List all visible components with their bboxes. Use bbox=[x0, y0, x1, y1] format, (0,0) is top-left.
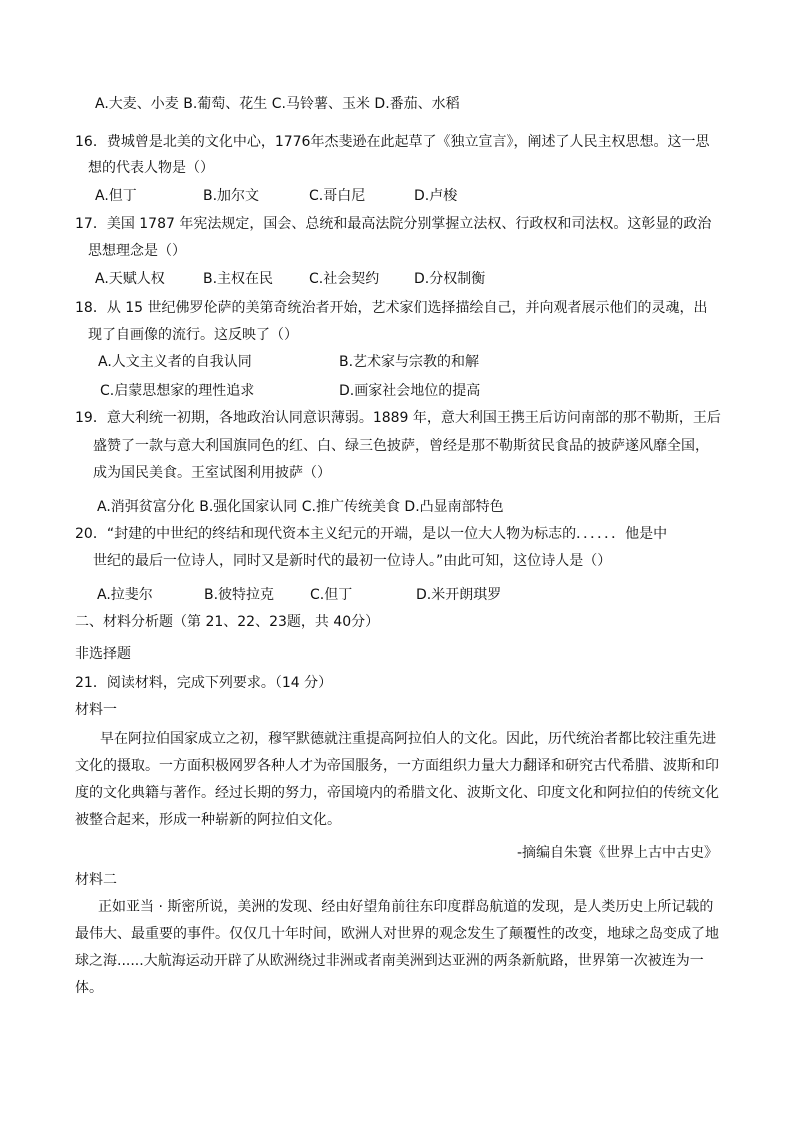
q19-stem-line3: 成为国民美食。王室试图利用披萨（） bbox=[93, 465, 331, 481]
q17-option-d: D.分权制衡 bbox=[414, 271, 486, 287]
q18-stem-line2: 现了自画像的流行。这反映了（） bbox=[88, 327, 298, 343]
q17-option-a: A.天赋人权 bbox=[95, 271, 165, 287]
material-1-line2: 文化的摄取。一方面积极网罗各种人才为帝国服务，一方面组织力量大力翻译和研究古代希腊、波斯和印 bbox=[75, 758, 719, 774]
q17-option-c: C.社会契约 bbox=[309, 271, 380, 287]
q19-stem-line1: 19．意大利统一初期，各地政治认同意识薄弱。1889 年，意大利国王携王后访问南部的那不勒斯，王后 bbox=[75, 410, 721, 426]
material-1-line4: 被整合起来，形成一种崭新的阿拉伯文化。 bbox=[75, 812, 341, 828]
material-2-label: 材料二 bbox=[75, 872, 117, 888]
q20-stem-line1: 20．“封建的中世纪的终结和现代资本主义纪元的开端，是以一位大人物为标志的．．．．．．他是中 bbox=[75, 526, 668, 542]
material-1-line3: 度的文化典籍与著作。经过长期的努力，帝国境内的希腊文化、波斯文化、印度文化和阿拉伯的传统文化 bbox=[75, 785, 719, 801]
material-2-line3: 球之海......大航海运动开辟了从欧洲绕过非洲或者南美洲到达亚洲的两条新航路，世界第一次被连为一 bbox=[75, 953, 704, 969]
q18-option-b: B.艺术家与宗教的和解 bbox=[339, 354, 480, 370]
q18-option-c: C.启蒙思想家的理性追求 bbox=[100, 383, 255, 399]
q21-title: 21．阅读材料，完成下列要求。（14 分） bbox=[75, 675, 333, 691]
q16-option-a: A.但丁 bbox=[95, 188, 137, 204]
q18-option-a: A.人文主义者的自我认同 bbox=[98, 354, 252, 370]
material-2-line4: 体。 bbox=[75, 980, 103, 996]
q17-stem-line2: 思想理念是（） bbox=[88, 243, 186, 259]
q20-option-a: A.拉斐尔 bbox=[97, 587, 153, 603]
material-1-source: -摘编自朱寰《世界上古中古史》 bbox=[516, 845, 718, 861]
q20-option-c: C.但丁 bbox=[310, 587, 353, 603]
q19-options: A.消弭贫富分化 B.强化国家认同 C.推广传统美食 D.凸显南部特色 bbox=[97, 499, 504, 515]
q20-option-b: B.彼特拉克 bbox=[204, 587, 275, 603]
q16-option-c: C.哥白尼 bbox=[309, 188, 366, 204]
q19-stem-line2: 盛赞了一款与意大利国旗同色的红、白、绿三色披萨，曾经是那不勒斯贫民食品的披萨遂风靡全国， bbox=[93, 438, 709, 454]
q16-option-b: B.加尔文 bbox=[203, 188, 260, 204]
material-1-line1: 早在阿拉伯国家成立之初，穆罕默德就注重提高阿拉伯人的文化。因此，历代统治者都比较注重先进 bbox=[100, 731, 716, 747]
q20-stem-line2: 世纪的最后一位诗人，同时又是新时代的最初一位诗人。”由此可知，这位诗人是（） bbox=[93, 553, 612, 569]
material-2-line2: 最伟大、最重要的事件。仅仅几十年时间，欧洲人对世界的观念发生了颠覆性的改变，地球之岛变成了地 bbox=[75, 926, 719, 942]
q16-stem-line1: 16．费城曾是北美的文化中心，1776年杰斐逊在此起草了《独立宣言》，阐述了人民主权思想。这一思 bbox=[75, 134, 710, 150]
section-subheading: 非选择题 bbox=[75, 646, 131, 662]
q18-stem-line1: 18．从 15 世纪佛罗伦萨的美第奇统治者开始，艺术家们选择描绘自己，并向观者展示他们的灵魂，出 bbox=[75, 300, 708, 316]
material-1-label: 材料一 bbox=[75, 702, 117, 718]
q16-option-d: D.卢梭 bbox=[414, 188, 458, 204]
q16-stem-line2: 想的代表人物是（） bbox=[88, 160, 214, 176]
section-heading: 二、材料分析题（第 21、22、23题，共 40分） bbox=[75, 614, 380, 630]
q18-option-d: D.画家社会地位的提高 bbox=[339, 383, 481, 399]
q15-options: A.大麦、小麦 B.葡萄、花生 C.马铃薯、玉米 D.番茄、水稻 bbox=[95, 96, 460, 112]
material-2-line1: 正如亚当 · 斯密所说，美洲的发现、经由好望角前往东印度群岛航道的发现，是人类历史上所记载的 bbox=[98, 899, 714, 915]
q17-option-b: B.主权在民 bbox=[203, 271, 274, 287]
q17-stem-line1: 17．美国 1787 年宪法规定，国会、总统和最高法院分别掌握立法权、行政权和司法权。这彰显的政治 bbox=[75, 216, 712, 232]
q20-option-d: D.米开朗琪罗 bbox=[416, 587, 502, 603]
